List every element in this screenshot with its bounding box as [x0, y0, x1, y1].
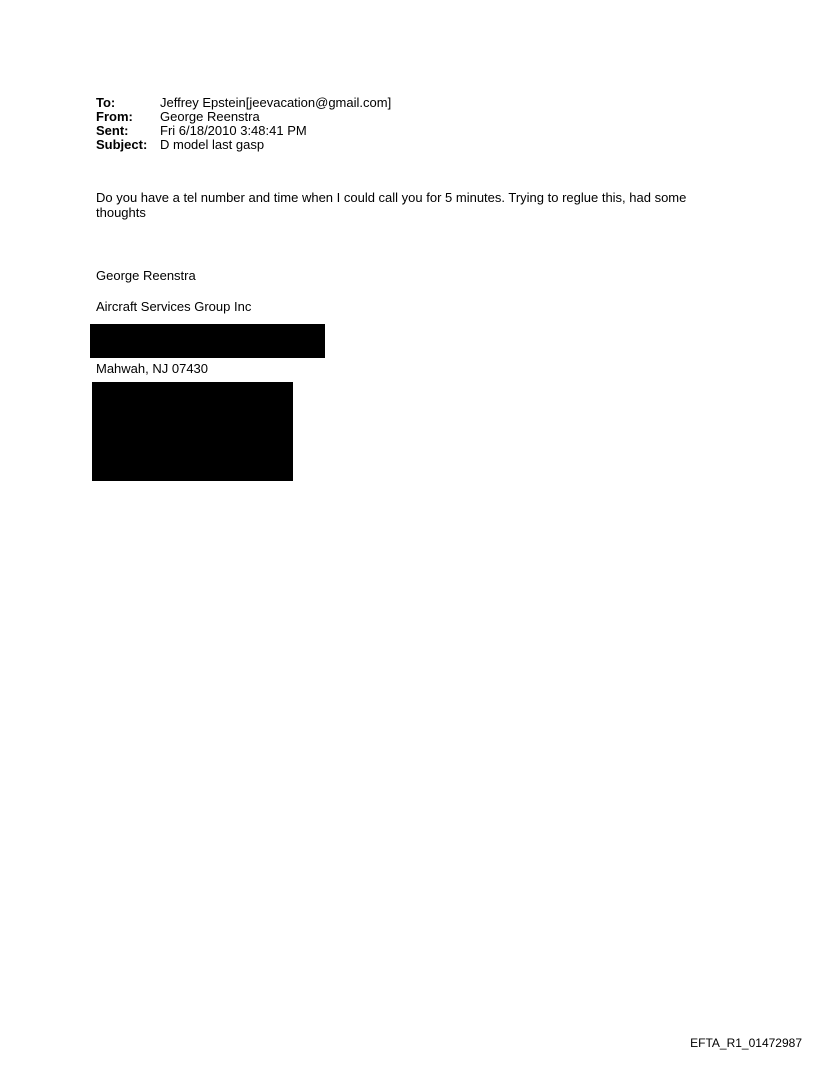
email-body: Do you have a tel number and time when I could call you for 5 minutes. Trying to reglue this, had some thoughts	[96, 190, 687, 220]
header-to-row	[96, 96, 391, 110]
subject-label: Subject:	[96, 137, 148, 152]
email-header	[96, 96, 391, 152]
from-label: From:	[96, 109, 133, 124]
redaction-block	[92, 382, 293, 481]
from-value: George Reenstra	[160, 109, 260, 124]
header-subject-row	[96, 138, 391, 152]
sent-value: Fri 6/18/2010 3:48:41 PM	[160, 123, 307, 138]
redaction-block	[90, 324, 325, 358]
signature-city: Mahwah, NJ 07430	[96, 361, 209, 376]
signature-company: Aircraft Services Group Inc	[96, 299, 252, 314]
signature-name: George Reenstra	[96, 268, 196, 283]
header-sent-row	[96, 124, 391, 138]
subject-value: D model last gasp	[160, 137, 265, 152]
to-value: Jeffrey Epstein[jeevacation@gmail.com]	[160, 95, 392, 110]
to-label: To:	[96, 95, 116, 110]
document-id: EFTA_R1_01472987	[690, 1036, 802, 1050]
sent-label: Sent:	[96, 123, 129, 138]
header-from-row	[96, 110, 391, 124]
